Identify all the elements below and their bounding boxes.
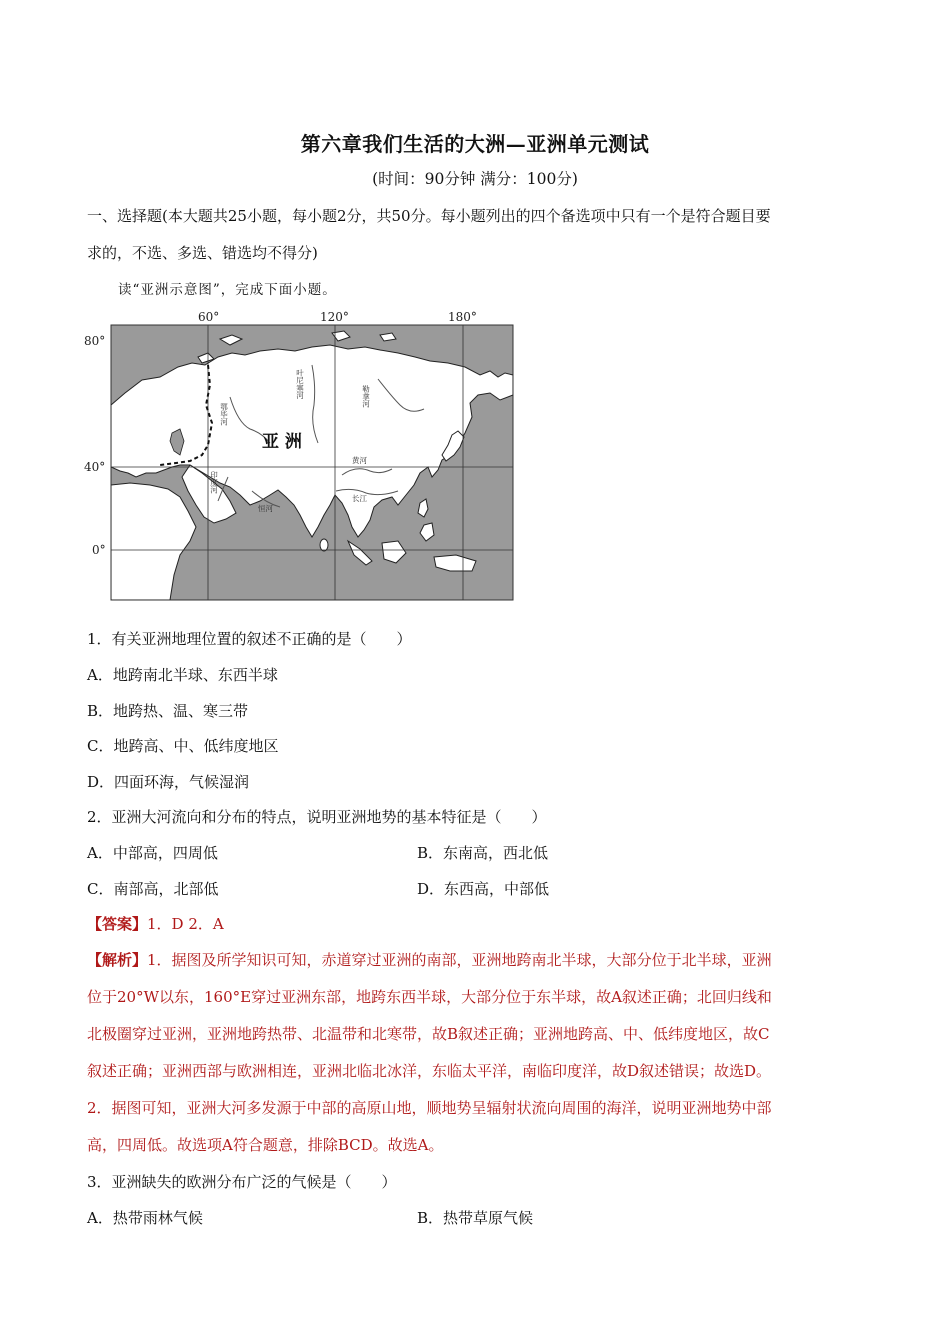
q3-option-a: A．热带雨林气候	[87, 1209, 203, 1227]
lat-label-40: 40°	[84, 460, 106, 474]
q2-option-c: C．南部高，北部低	[87, 880, 219, 898]
lat-label-0: 0°	[92, 543, 106, 557]
asia-map	[80, 305, 520, 605]
answer-tag: 【答案】	[87, 915, 148, 933]
q2-option-a: A．中部高，四周低	[87, 844, 218, 862]
analysis-line-5: 2．据图可知，亚洲大河多发源于中部的高原山地，顺地势呈辐射状流向周围的海洋，说明亚洲地势中部	[87, 1099, 772, 1117]
question-2: 2．亚洲大河流向和分布的特点，说明亚洲地势的基本特征是（ ）	[87, 808, 547, 826]
sri-lanka	[320, 539, 328, 551]
answer-line	[87, 913, 224, 934]
q1-option-c: C．地跨高、中、低纬度地区	[87, 737, 279, 755]
answer-text: 1．D 2．A	[147, 915, 224, 933]
q3-option-b: B．热带草原气候	[417, 1209, 534, 1227]
analysis-line-3: 北极圈穿过亚洲，亚洲地跨热带、北温带和北寒带，故B叙述正确；亚洲地跨高、中、低纬度地区，故C	[87, 1025, 770, 1043]
label-ob: 鄂毕河	[219, 403, 229, 426]
question-1: 1．有关亚洲地理位置的叙述不正确的是（ ）	[87, 630, 412, 648]
lon-label-180: 180°	[448, 310, 477, 324]
label-yangtze: 长江	[352, 494, 367, 503]
q1-option-d: D．四面环海，气候湿润	[87, 773, 250, 791]
q2-option-b: B．东南高，西北低	[417, 844, 549, 862]
analysis-line-4: 叙述正确；亚洲西部与欧洲相连，亚洲北临北冰洋，东临太平洋，南临印度洋，故D叙述错误；故选D。	[87, 1062, 772, 1080]
question-3: 3．亚洲缺失的欧洲分布广泛的气候是（ ）	[87, 1173, 397, 1191]
analysis-line-1	[87, 949, 772, 970]
lon-label-60: 60°	[198, 310, 220, 324]
exam-info: (时间：90分钟 满分：100分)	[372, 170, 578, 188]
label-ganges: 恒河	[258, 504, 273, 513]
analysis-tag: 【解析】	[87, 951, 148, 969]
q1-option-a: A．地跨南北半球、东西半球	[87, 666, 278, 684]
lon-label-120: 120°	[320, 310, 349, 324]
analysis-line-2: 位于20°W以东，160°E穿过亚洲东部，地跨东西半球，大部分位于东半球，故A叙述正确；北回归线和	[87, 988, 772, 1006]
label-indus: 印度河	[209, 471, 219, 494]
section-heading-line1: 一、选择题(本大题共25小题，每小题2分，共50分。每小题列出的四个备选项中只有一个是符合题目要	[87, 207, 771, 225]
q1-option-b: B．地跨热、温、寒三带	[87, 702, 249, 720]
q2-option-d: D．东西高，中部低	[417, 880, 550, 898]
label-yellow: 黄河	[352, 456, 367, 465]
label-yenisei: 叶尼塞河	[295, 369, 305, 399]
lat-label-80: 80°	[84, 334, 106, 348]
label-lena: 勒拿河	[361, 385, 371, 408]
map-intro: 读“亚洲示意图”，完成下面小题。	[118, 282, 337, 298]
section-heading-line2: 求的，不选、多选、错选均不得分)	[87, 244, 318, 262]
region-label-asia: 亚 洲	[262, 432, 302, 452]
page-title: 第六章我们生活的大洲—亚洲单元测试	[300, 132, 650, 156]
analysis-text-1: 1．据图及所学知识可知，赤道穿过亚洲的南部，亚洲地跨南北半球，大部分位于北半球，亚洲	[147, 951, 772, 969]
analysis-line-6: 高，四周低。故选项A符合题意，排除BCD。故选A。	[87, 1136, 444, 1154]
